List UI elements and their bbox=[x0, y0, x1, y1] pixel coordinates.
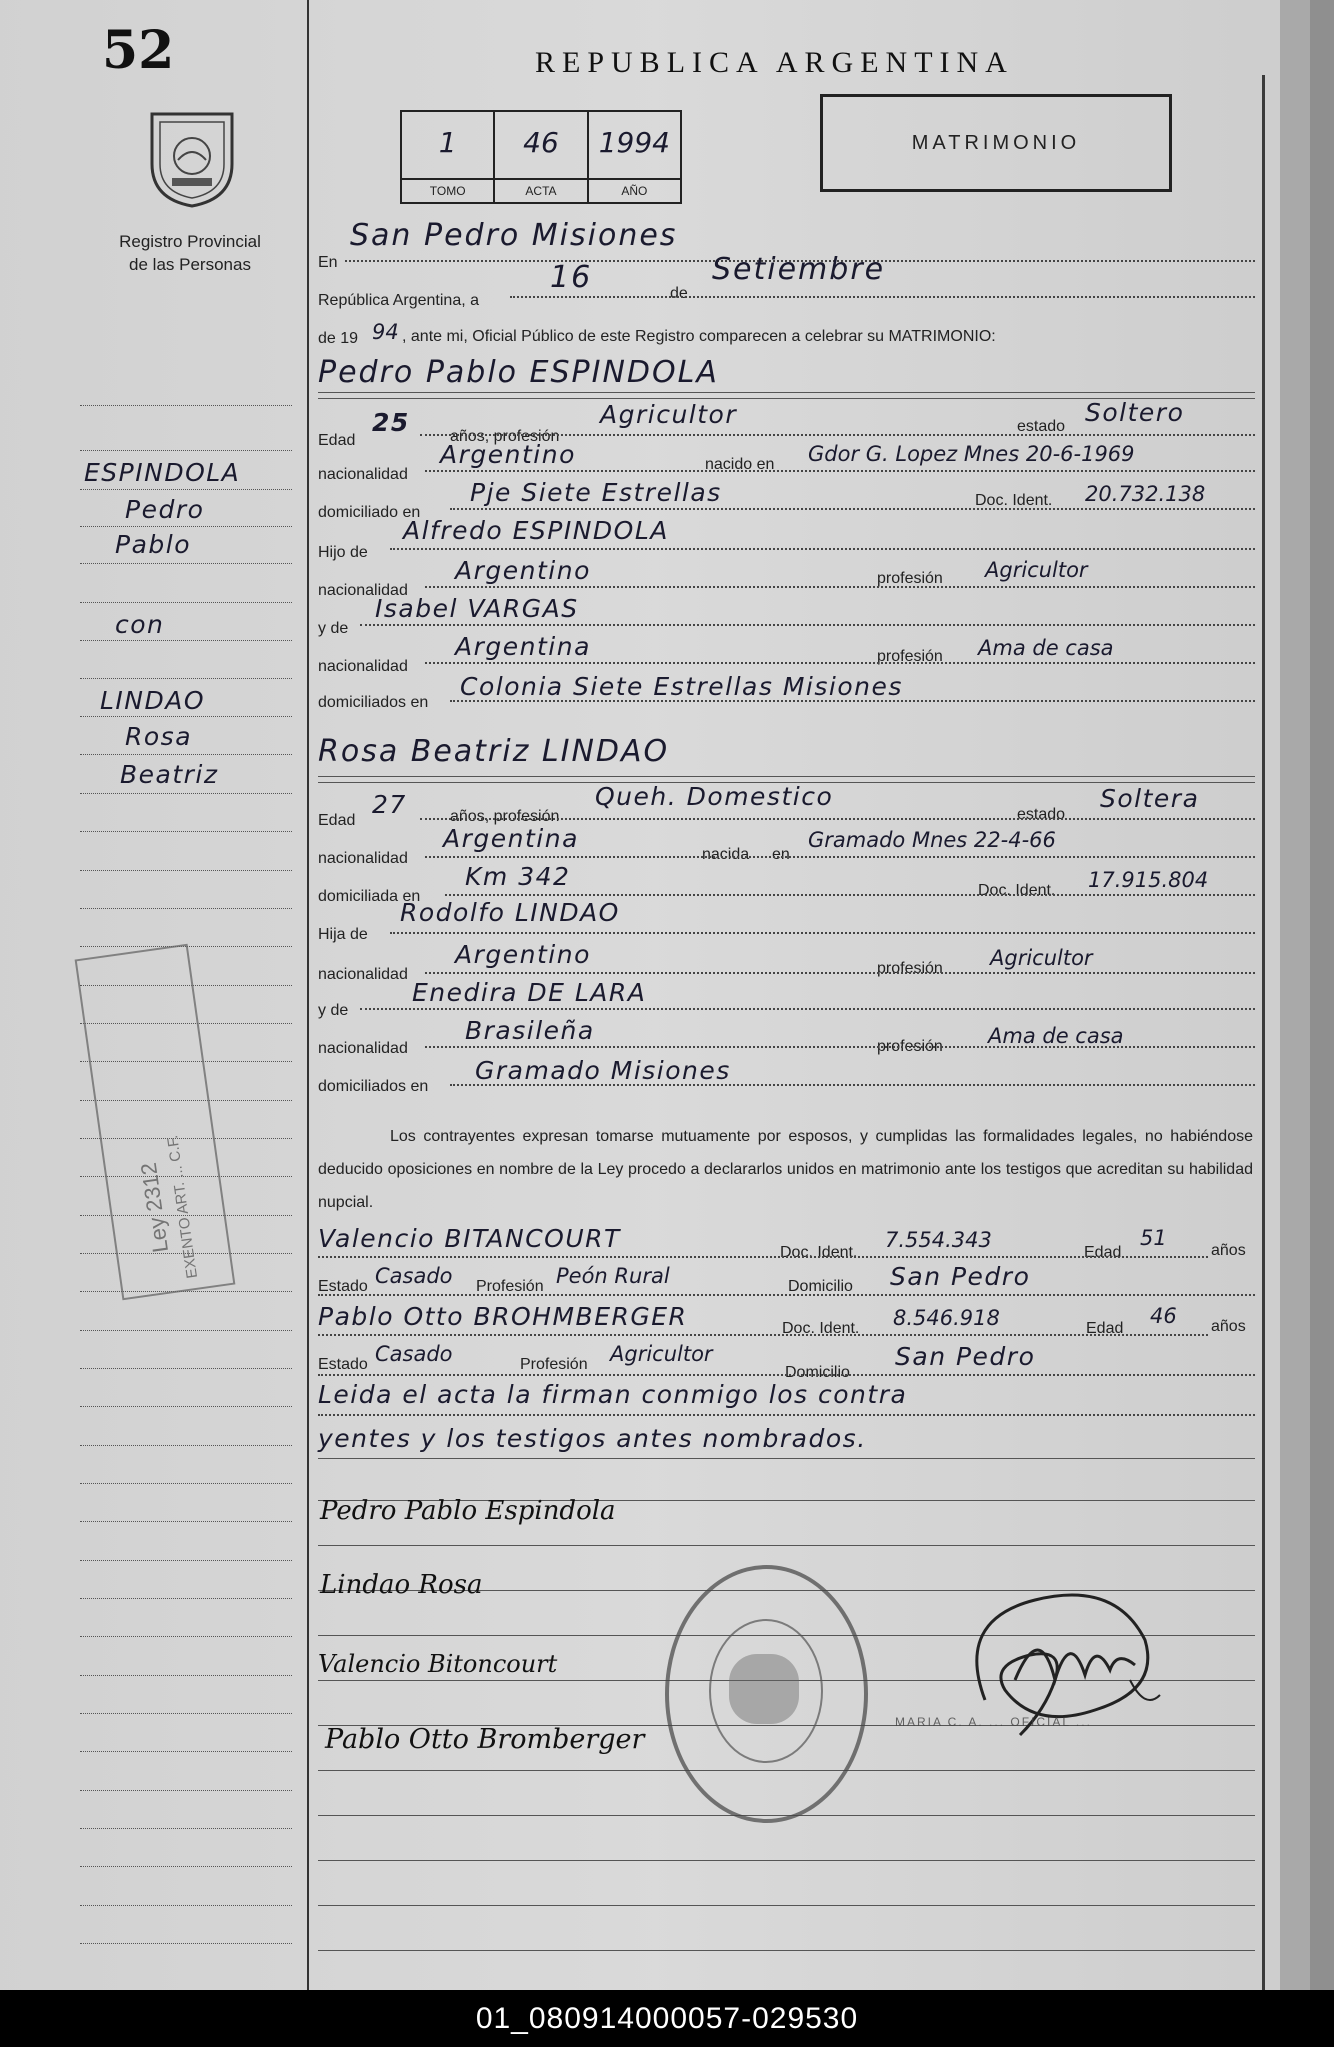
bride-father-prof-label: profesión bbox=[877, 960, 943, 977]
closing-rule-2 bbox=[318, 1458, 1255, 1459]
groom-nacido-label: nacido en bbox=[705, 456, 775, 473]
witness2-age: 46 bbox=[1150, 1304, 1177, 1328]
bride-parents-address-line bbox=[450, 1084, 1255, 1086]
signature-witness-1: Valencio Bitoncourt bbox=[318, 1650, 558, 1678]
date-line bbox=[510, 296, 1255, 298]
groom-profession: Agricultor bbox=[600, 400, 738, 429]
official-stamp-text: MARIA C. A. ... OFICIAL ... bbox=[895, 1715, 1092, 1729]
ano-cell bbox=[589, 112, 680, 202]
witness2-estado-label: Estado bbox=[318, 1356, 368, 1373]
bride-doc-label: Doc. Ident. bbox=[978, 882, 1056, 899]
bride-age: 27 bbox=[372, 790, 407, 819]
bride-mother-nac-label: nacionalidad bbox=[318, 1040, 408, 1057]
witness2-doc-label: Doc. Ident. bbox=[782, 1320, 860, 1337]
acta-cell bbox=[495, 112, 588, 202]
groom-age: 25 bbox=[372, 408, 410, 437]
witness2-profession: Agricultor bbox=[610, 1342, 713, 1366]
margin-rule-32 bbox=[80, 1598, 292, 1599]
bride-status: Soltera bbox=[1100, 784, 1200, 813]
witness1-anos-label: años bbox=[1211, 1242, 1246, 1259]
margin-rule-8 bbox=[80, 678, 292, 679]
groom-yde-label: y de bbox=[318, 620, 349, 637]
law-stamp-text-2: EXENTO ART. ... C.F. bbox=[164, 1134, 202, 1280]
bride-parents-address: Gramado Misiones bbox=[475, 1056, 731, 1085]
de-label: de bbox=[670, 285, 688, 302]
margin-rule-40 bbox=[80, 1905, 292, 1906]
witness1-profesion-label: Profesión bbox=[476, 1278, 544, 1295]
margin-rule-10 bbox=[80, 754, 292, 755]
declaration-paragraph bbox=[318, 1120, 1253, 1219]
margin-rule-35 bbox=[80, 1713, 292, 1714]
margin-rule-6 bbox=[80, 602, 292, 603]
groom-address-line bbox=[450, 508, 1255, 510]
groom-nationality-line bbox=[425, 470, 1255, 472]
bride-nationality: Argentina bbox=[443, 824, 579, 853]
witness2-address: San Pedro bbox=[895, 1342, 1036, 1371]
page-number: 52 bbox=[102, 20, 175, 81]
bride-mother-nat-line bbox=[425, 1046, 1255, 1048]
margin-divider-line bbox=[307, 0, 309, 1990]
margin-rule-7 bbox=[80, 640, 292, 641]
law-stamp bbox=[75, 944, 236, 1301]
groom-mother-profession: Ama de casa bbox=[978, 636, 1114, 660]
bride-father-nationality: Argentino bbox=[455, 940, 591, 969]
groom-mother-line bbox=[360, 624, 1255, 626]
tomo-label: TOMO bbox=[402, 178, 493, 202]
en-label: En bbox=[318, 254, 338, 271]
bride-father-line bbox=[390, 932, 1255, 934]
witness2-line bbox=[318, 1334, 1208, 1336]
witness2-name: Pablo Otto BROHMBERGER bbox=[318, 1302, 688, 1331]
margin-rule-30 bbox=[80, 1521, 292, 1522]
bride-name-line bbox=[318, 776, 1255, 777]
country-label: República Argentina, a bbox=[318, 292, 479, 309]
bride-mother-line bbox=[360, 1008, 1255, 1010]
witness1-status: Casado bbox=[375, 1264, 453, 1288]
groom-name-line bbox=[318, 392, 1255, 393]
margin-rule-27 bbox=[80, 1406, 292, 1407]
groom-mother-nac-label: nacionalidad bbox=[318, 658, 408, 675]
declaration-text: Los contrayentes expresan tomarse mutuamente por esposos, y cumplidas las formalidades legales, no habiéndose deducido oposiciones en nombre de la Ley procedo a declararlos unidos en matrimonio ante los testigos que acreditan su habilidad nupcial. bbox=[318, 1128, 1253, 1211]
witness1-estado-label: Estado bbox=[318, 1278, 368, 1295]
bride-edad-label: Edad bbox=[318, 812, 356, 829]
margin-name-bride-2: Beatriz bbox=[120, 760, 219, 789]
groom-nationality: Argentino bbox=[440, 440, 576, 469]
scan-footer-id: 01_080914000057-029530 bbox=[0, 1990, 1334, 2047]
signature-witness-2: Pablo Otto Bromberger bbox=[325, 1724, 645, 1755]
country-heading: REPUBLICA ARGENTINA bbox=[535, 46, 1014, 79]
signature-rule-10 bbox=[318, 1905, 1255, 1906]
month-value: Setiembre bbox=[712, 252, 886, 287]
groom-birth: Gdor G. Lopez Mnes 20-6-1969 bbox=[808, 442, 1135, 466]
bride-name: Rosa Beatriz LINDAO bbox=[318, 734, 670, 769]
bride-mother-nationality: Brasileña bbox=[465, 1016, 595, 1045]
groom-nacionalidad-label: nacionalidad bbox=[318, 466, 408, 483]
tomo-value: 1 bbox=[438, 126, 457, 159]
witness1-profession: Peón Rural bbox=[556, 1264, 670, 1288]
witness1-domicilio-label: Domicilio bbox=[788, 1278, 853, 1295]
groom-father-line bbox=[390, 548, 1255, 550]
bride-domiciliada-label: domiciliada en bbox=[318, 888, 421, 905]
witness2-status: Casado bbox=[375, 1342, 453, 1366]
bride-hija-label: Hija de bbox=[318, 926, 368, 943]
witness1-line-2 bbox=[318, 1294, 1255, 1296]
law-stamp-text-1: Ley 2312 bbox=[135, 1161, 174, 1255]
groom-father-prof-label: profesión bbox=[877, 570, 943, 587]
witness1-name: Valencio BITANCOURT bbox=[318, 1224, 621, 1253]
ano-label: AÑO bbox=[589, 178, 680, 202]
margin-name-bride-1: Rosa bbox=[125, 722, 193, 751]
groom-mother-prof-label: profesión bbox=[877, 648, 943, 665]
right-border-line bbox=[1262, 75, 1265, 1990]
bride-mother-prof-label: profesión bbox=[877, 1038, 943, 1055]
signature-groom: Pedro Pablo Espindola bbox=[320, 1496, 616, 1526]
groom-profesion-label: años, profesión bbox=[450, 428, 560, 445]
margin-rule-28 bbox=[80, 1445, 292, 1446]
witness1-age: 51 bbox=[1140, 1226, 1167, 1250]
year-suffix-value: 94 bbox=[372, 320, 399, 344]
bride-nacionalidad-label: nacionalidad bbox=[318, 850, 408, 867]
groom-doc-label: Doc. Ident. bbox=[975, 492, 1053, 509]
bride-domiciliados-label: domiciliados en bbox=[318, 1078, 429, 1095]
groom-doc: 20.732.138 bbox=[1085, 482, 1206, 506]
groom-status: Soltero bbox=[1085, 398, 1185, 427]
groom-name: Pedro Pablo ESPINDOLA bbox=[318, 355, 719, 390]
bride-nationality-line bbox=[425, 856, 1255, 858]
bride-age-line bbox=[420, 818, 1255, 820]
bride-profesion-label: años, profesión bbox=[450, 808, 560, 825]
margin-rule-39 bbox=[80, 1866, 292, 1867]
margin-rule-3 bbox=[80, 489, 292, 490]
margin-rule-36 bbox=[80, 1751, 292, 1752]
groom-father-profession: Agricultor bbox=[985, 558, 1088, 582]
groom-mother: Isabel VARGAS bbox=[375, 594, 579, 623]
bride-profession: Queh. Domestico bbox=[595, 782, 834, 811]
bride-address-line bbox=[445, 894, 1255, 896]
witness1-address: San Pedro bbox=[890, 1262, 1031, 1291]
groom-hijo-label: Hijo de bbox=[318, 544, 368, 561]
closing-rule-1 bbox=[318, 1414, 1255, 1416]
bride-nacida-en-label: en bbox=[772, 846, 790, 863]
margin-rule-13 bbox=[80, 870, 292, 871]
margin-rule-12 bbox=[80, 831, 292, 832]
groom-domiciliado-label: domiciliado en bbox=[318, 504, 421, 521]
bride-mother: Enedira DE LARA bbox=[412, 978, 647, 1007]
official-round-stamp bbox=[665, 1565, 868, 1823]
margin-surname-bride: LINDAO bbox=[100, 686, 206, 715]
margin-rule-31 bbox=[80, 1560, 292, 1561]
groom-age-line bbox=[420, 434, 1255, 436]
margin-rule-25 bbox=[80, 1330, 292, 1331]
groom-domiciliados-label: domiciliados en bbox=[318, 694, 429, 711]
bride-mother-profession: Ama de casa bbox=[988, 1024, 1124, 1048]
witness2-profesion-label: Profesión bbox=[520, 1356, 588, 1373]
day-value: 16 bbox=[550, 260, 593, 295]
groom-edad-label: Edad bbox=[318, 432, 356, 449]
acta-value: 46 bbox=[523, 126, 559, 159]
bride-father-profession: Agricultor bbox=[990, 946, 1093, 970]
groom-mother-nat-line bbox=[425, 662, 1255, 664]
signature-rule-2 bbox=[318, 1545, 1255, 1546]
signature-rule-11 bbox=[318, 1950, 1255, 1951]
tomo-cell bbox=[402, 112, 495, 202]
margin-surname-groom: ESPINDOLA bbox=[84, 458, 241, 487]
margin-rule-14 bbox=[80, 908, 292, 909]
registry-title bbox=[95, 230, 285, 276]
bride-father-nat-line bbox=[425, 972, 1255, 974]
margin-rule-38 bbox=[80, 1828, 292, 1829]
margin-rule-4 bbox=[80, 526, 292, 527]
bride-birth: Gramado Mnes 22-4-66 bbox=[808, 828, 1056, 852]
signature-rule-9 bbox=[318, 1860, 1255, 1861]
stamp-emblem bbox=[729, 1654, 799, 1724]
bride-doc: 17.915.804 bbox=[1088, 868, 1209, 892]
witness2-edad-label: Edad bbox=[1086, 1320, 1124, 1337]
witness1-line bbox=[318, 1256, 1208, 1258]
margin-name-groom-1: Pedro bbox=[125, 495, 205, 524]
margin-rule-33 bbox=[80, 1636, 292, 1637]
groom-father: Alfredo ESPINDOLA bbox=[403, 516, 669, 545]
margin-name-groom-2: Pablo bbox=[115, 530, 192, 559]
witness2-doc: 8.546.918 bbox=[893, 1306, 1000, 1330]
page-edge bbox=[1280, 0, 1310, 1990]
margin-rule-26 bbox=[80, 1368, 292, 1369]
registry-line-1: Registro Provincial bbox=[119, 232, 261, 251]
margin-rule-1 bbox=[80, 405, 292, 406]
margin-rule-37 bbox=[80, 1790, 292, 1791]
witness1-edad-label: Edad bbox=[1084, 1244, 1122, 1261]
witness2-domicilio-label: Domicilio bbox=[785, 1364, 850, 1381]
provincial-seal-icon bbox=[144, 104, 240, 208]
intro-text: , ante mi, Oficial Público de este Registro comparecen a celebrar su MATRIMONIO: bbox=[402, 328, 996, 345]
witness2-line-2 bbox=[318, 1374, 1255, 1376]
witness1-doc: 7.554.343 bbox=[885, 1228, 992, 1252]
margin-rule-9 bbox=[80, 716, 292, 717]
bride-father: Rodolfo LINDAO bbox=[400, 898, 620, 927]
bride-address: Km 342 bbox=[465, 862, 571, 891]
de19-label: de 19 bbox=[318, 330, 359, 347]
groom-address: Pje Siete Estrellas bbox=[470, 478, 722, 507]
witness1-doc-label: Doc. Ident. bbox=[780, 1244, 858, 1261]
margin-rule-11 bbox=[80, 793, 292, 794]
bride-nacida-label: nacida bbox=[702, 846, 750, 863]
margin-rule-5 bbox=[80, 563, 292, 564]
groom-estado-label: estado bbox=[1017, 418, 1066, 435]
tomo-acta-ano-box bbox=[400, 110, 682, 204]
closing-line-1: Leida el acta la firman conmigo los contra bbox=[318, 1380, 908, 1409]
bride-yde-label: y de bbox=[318, 1002, 349, 1019]
witness2-anos-label: años bbox=[1211, 1318, 1246, 1335]
groom-mother-nationality: Argentina bbox=[455, 632, 591, 661]
bride-estado-label: estado bbox=[1017, 806, 1066, 823]
ano-value: 1994 bbox=[598, 126, 670, 159]
acta-label: ACTA bbox=[495, 178, 586, 202]
groom-father-nationality: Argentino bbox=[455, 556, 591, 585]
groom-father-nac-label: nacionalidad bbox=[318, 582, 408, 599]
place-value: San Pedro Misiones bbox=[350, 218, 678, 253]
margin-rule-34 bbox=[80, 1675, 292, 1676]
document-type-box: MATRIMONIO bbox=[820, 94, 1172, 192]
groom-parents-address: Colonia Siete Estrellas Misiones bbox=[460, 672, 903, 701]
closing-line-2: yentes y los testigos antes nombrados. bbox=[318, 1424, 867, 1453]
registry-line-2: de las Personas bbox=[129, 255, 251, 274]
groom-parents-address-line bbox=[450, 700, 1255, 702]
margin-con: con bbox=[115, 610, 165, 639]
signature-bride: Lindao Rosa bbox=[320, 1570, 483, 1600]
margin-rule-41 bbox=[80, 1943, 292, 1944]
margin-rule-29 bbox=[80, 1483, 292, 1484]
margin-rule-2 bbox=[80, 450, 292, 451]
bride-father-nac-label: nacionalidad bbox=[318, 966, 408, 983]
groom-father-nat-line bbox=[425, 586, 1255, 588]
